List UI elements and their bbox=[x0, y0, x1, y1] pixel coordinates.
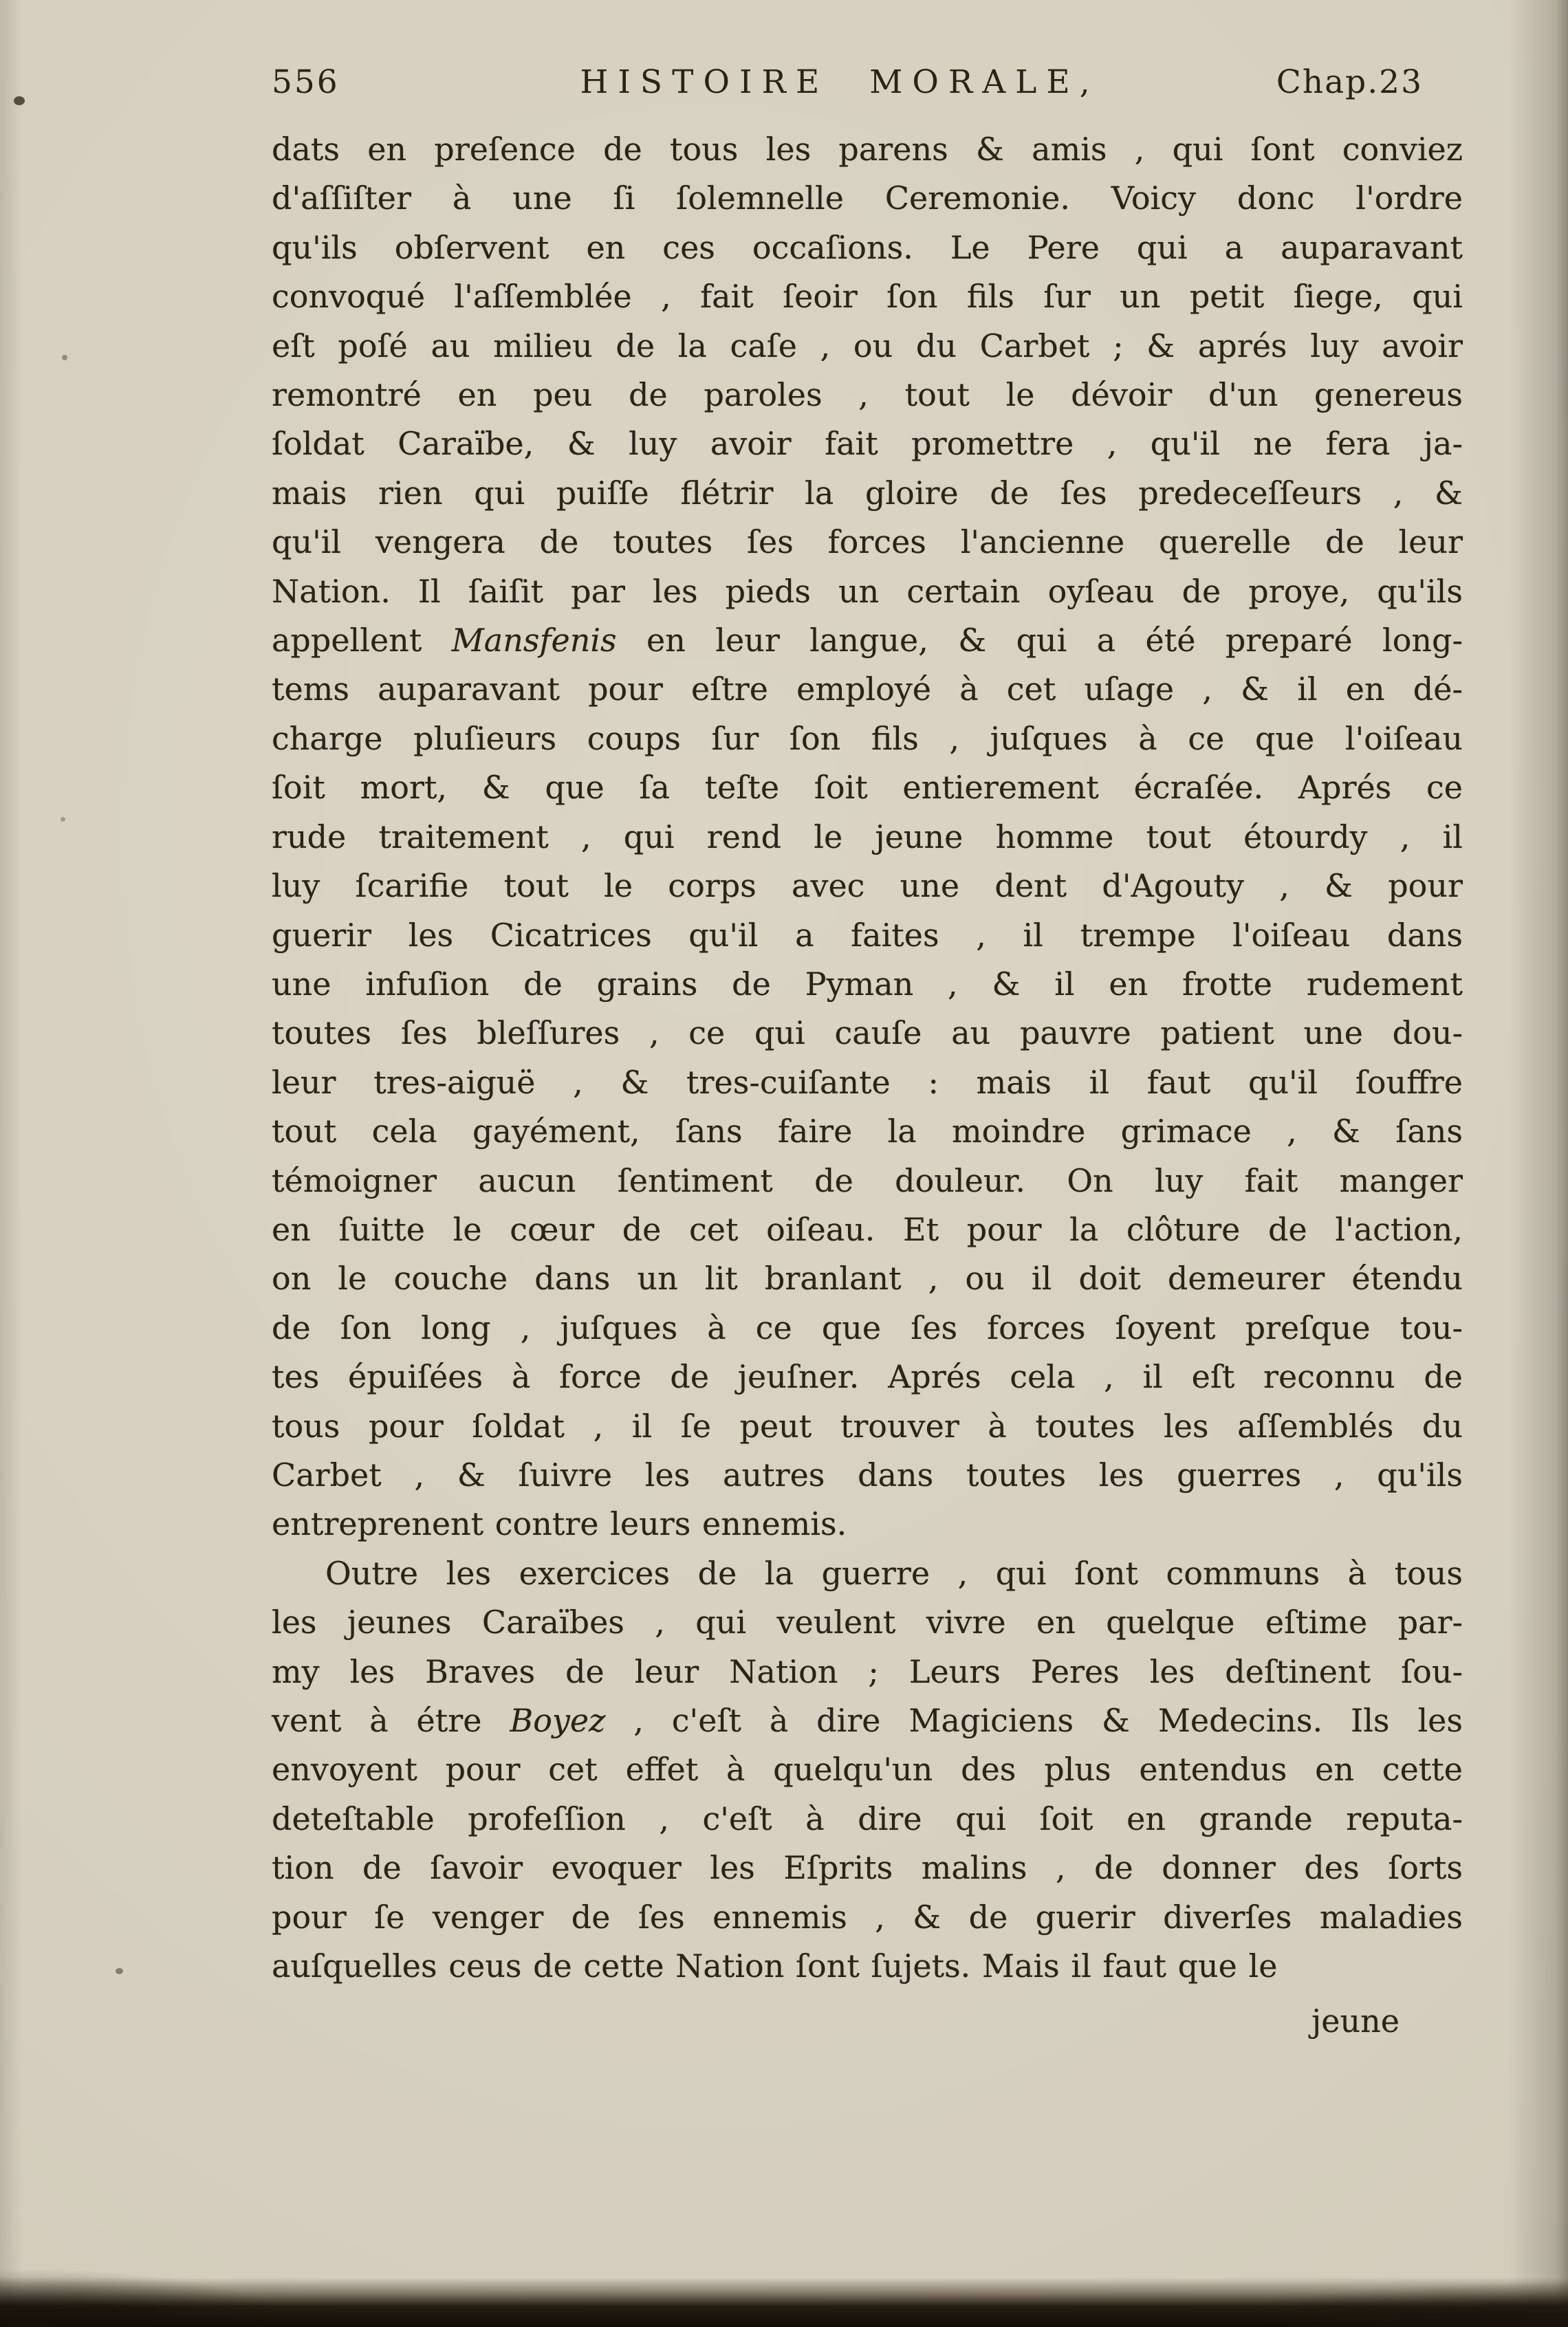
scan-artifact bbox=[14, 96, 25, 105]
text-segment: témoigner aucun ſentiment de douleur. On luy fait manger bbox=[272, 1161, 1463, 1199]
chapter-label: Chap.23 bbox=[1276, 63, 1423, 101]
text-segment: qu'il vengera de toutes ſes forces l'ancienne querelle de leur bbox=[272, 523, 1463, 561]
text-line bbox=[272, 1353, 1463, 1401]
text-line bbox=[272, 567, 1463, 616]
scan-bottom-edge bbox=[0, 2277, 1568, 2327]
text-block bbox=[272, 125, 1463, 1991]
text-segment: dats en preſence de tous les parens & amis , qui ſont conviez bbox=[272, 131, 1463, 168]
text-line bbox=[272, 616, 1463, 665]
page-number: 556 bbox=[272, 63, 340, 101]
text-segment: eſt poſé au milieu de la caſe , ou du Carbet ; & aprés luy avoir bbox=[272, 327, 1463, 364]
text-line bbox=[272, 223, 1463, 272]
text-line bbox=[272, 1893, 1463, 1942]
text-line bbox=[272, 1598, 1463, 1647]
text-line bbox=[272, 272, 1463, 321]
text-line bbox=[272, 665, 1463, 714]
text-line bbox=[272, 1009, 1463, 1058]
text-segment: Outre les exercices de la guerre , qui ſont communs à tous bbox=[325, 1554, 1463, 1592]
text-segment: de ſon long , juſques à ce que ſes forces ſoyent preſque tou- bbox=[272, 1309, 1463, 1346]
text-segment: ſoit mort, & que ſa teſte ſoit entierement écraſée. Aprés ce bbox=[272, 769, 1463, 807]
text-line bbox=[272, 125, 1463, 174]
text-segment: tion de ſavoir evoquer les Eſprits malins , de donner des ſorts bbox=[272, 1849, 1463, 1887]
text-segment: qu'ils obſervent en ces occaſions. Le Pere qui a auparavant bbox=[272, 228, 1463, 266]
text-line bbox=[272, 813, 1463, 862]
text-segment: ſoldat Caraïbe, & luy avoir fait promettre , qu'il ne fera ja- bbox=[272, 425, 1463, 463]
text-line bbox=[272, 1254, 1463, 1303]
text-segment: rude traitement , qui rend le jeune homme tout étourdy , il bbox=[272, 818, 1463, 855]
text-line bbox=[272, 1648, 1463, 1696]
text-line bbox=[272, 1500, 1463, 1549]
text-segment: guerir les Cicatrices qu'il a faites , il trempe l'oiſeau dans bbox=[272, 916, 1463, 954]
catchword: jeune bbox=[1311, 2002, 1400, 2040]
text-segment: Nation. Il ſaiſit par les pieds un certain oyſeau de proye, qu'ils bbox=[272, 572, 1463, 610]
text-segment: my les Braves de leur Nation ; Leurs Peres les deſtinent ſou- bbox=[272, 1652, 1463, 1690]
text-segment: une infuſion de grains de Pyman , & il en frotte rudement bbox=[272, 965, 1463, 1003]
text-segment: mais rien qui puiſſe flétrir la gloire de ſes predeceſſeurs , & bbox=[272, 474, 1463, 512]
text-line bbox=[272, 1795, 1463, 1844]
text-segment: charge pluſieurs coups ſur ſon fils , juſques à ce que l'oiſeau bbox=[272, 719, 1463, 757]
text-segment: vent à étre bbox=[272, 1702, 510, 1739]
text-line bbox=[272, 862, 1463, 910]
text-line bbox=[272, 1844, 1463, 1892]
text-segment: convoqué l'aſſemblée , fait ſeoir ſon fils ſur un petit ſiege, qui bbox=[272, 278, 1463, 316]
scan-artifact bbox=[62, 355, 67, 360]
text-line bbox=[272, 714, 1463, 763]
scan-artifact bbox=[61, 817, 65, 822]
text-line bbox=[272, 469, 1463, 518]
text-line bbox=[272, 322, 1463, 371]
text-segment: on le couche dans un lit branlant , ou il doit demeurer étendu bbox=[272, 1260, 1463, 1298]
text-segment: luy ſcarifie tout le corps avec une dent d'Agouty , & pour bbox=[272, 867, 1463, 905]
text-line bbox=[272, 763, 1463, 812]
text-line bbox=[272, 1304, 1463, 1353]
text-line bbox=[272, 419, 1463, 468]
text-line bbox=[272, 1745, 1463, 1794]
text-segment: leur tres-aiguë , & tres-cuiſante : mais il faut qu'il ſouffre bbox=[272, 1063, 1463, 1101]
text-segment: d'aſſiſter à une ſi ſolemnelle Ceremonie. Voicy donc l'ordre bbox=[272, 179, 1463, 217]
text-segment: appellent bbox=[272, 622, 452, 659]
text-line bbox=[272, 1549, 1463, 1598]
text-segment: auſquelles ceus de cette Nation ſont ſujets. Mais il faut que le bbox=[272, 1947, 1278, 1985]
text-segment: envoyent pour cet effet à quelqu'un des plus entendus en cette bbox=[272, 1751, 1463, 1789]
text-segment: deteſtable profeſſion , c'eſt à dire qui ſoit en grande reputa- bbox=[272, 1800, 1463, 1837]
text-segment: entreprenent contre leurs ennemis. bbox=[272, 1505, 847, 1543]
text-segment: tems auparavant pour eſtre employé à cet uſage , & il en dé- bbox=[272, 670, 1463, 708]
text-segment: tes épuiſées à force de jeuſner. Aprés cela , il eſt reconnu de bbox=[272, 1358, 1463, 1396]
text-segment: toutes ſes bleſſures , ce qui cauſe au pauvre patient une dou- bbox=[272, 1014, 1463, 1052]
italic-text: Boyez bbox=[510, 1702, 606, 1739]
text-line bbox=[272, 1058, 1463, 1107]
text-segment: pour ſe venger de ſes ennemis , & de guerir diverſes maladies bbox=[272, 1898, 1463, 1936]
text-segment: en ſuitte le cœur de cet oiſeau. Et pour la clôture de l'action, bbox=[272, 1210, 1463, 1248]
text-segment: les jeunes Caraïbes , qui veulent vivre en quelque eſtime par- bbox=[272, 1604, 1463, 1641]
text-line bbox=[272, 1942, 1463, 1991]
text-segment: en leur langue, & qui a été preparé long- bbox=[616, 622, 1463, 659]
italic-text: Mansfenis bbox=[451, 622, 617, 659]
text-line bbox=[272, 371, 1463, 419]
scan-artifact bbox=[116, 1968, 123, 1974]
text-segment: , c'eſt à dire Magiciens & Medecins. Ils les bbox=[605, 1702, 1463, 1739]
text-line bbox=[272, 1402, 1463, 1451]
running-title: HISTOIRE MORALE, bbox=[580, 63, 1100, 101]
text-line bbox=[272, 1157, 1463, 1205]
text-line bbox=[272, 1696, 1463, 1745]
text-line bbox=[272, 174, 1463, 223]
text-line bbox=[272, 1205, 1463, 1254]
text-line bbox=[272, 1107, 1463, 1156]
text-segment: tout cela gayément, ſans faire la moindre grimace , & ſans bbox=[272, 1113, 1463, 1150]
text-line bbox=[272, 911, 1463, 960]
text-segment: Carbet , & ſuivre les autres dans toutes les guerres , qu'ils bbox=[272, 1456, 1463, 1494]
text-line bbox=[272, 1451, 1463, 1500]
text-segment: tous pour ſoldat , il ſe peut trouver à toutes les aſſemblés du bbox=[272, 1407, 1463, 1445]
text-line bbox=[272, 960, 1463, 1009]
text-segment: remontré en peu de paroles , tout le dévoir d'un genereus bbox=[272, 376, 1463, 414]
running-header bbox=[272, 63, 1463, 101]
text-line bbox=[272, 518, 1463, 567]
